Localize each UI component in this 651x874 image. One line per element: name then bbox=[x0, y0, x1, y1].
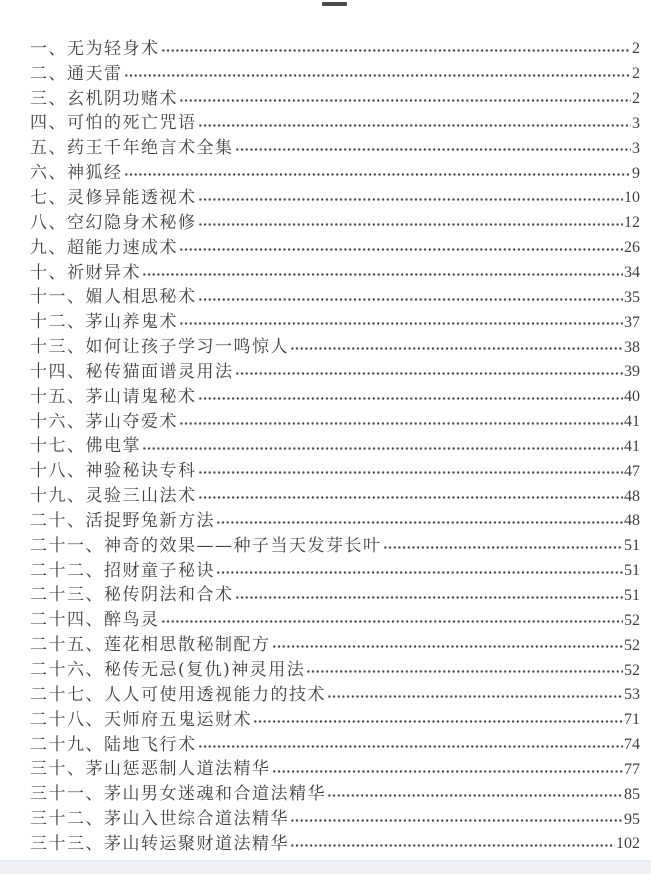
toc-entry-page-number: 26 bbox=[624, 239, 640, 257]
toc-entry bbox=[30, 658, 640, 683]
toc-entry-title: 二十六、秘传无忌(复仇)神灵用法 bbox=[30, 660, 306, 681]
toc-entry bbox=[30, 385, 640, 410]
toc-entry-page-number: 34 bbox=[624, 264, 640, 282]
toc-entry-page-number: 51 bbox=[624, 537, 640, 555]
dot-leader bbox=[198, 285, 624, 310]
toc-entry bbox=[30, 708, 640, 733]
toc-entry bbox=[30, 161, 640, 186]
toc-entry-title: 十四、秘传猫面谱灵用法 bbox=[30, 361, 234, 382]
toc-entry-page-number: 2 bbox=[632, 40, 640, 58]
toc-entry-title: 二十九、陆地飞行术 bbox=[30, 734, 197, 755]
toc-entry-title: 三十三、茅山转运聚财道法精华 bbox=[30, 833, 289, 854]
toc-entry bbox=[30, 310, 640, 335]
dot-leader bbox=[179, 310, 623, 335]
toc-entry-title: 二十一、神奇的效果——种子当天发芽长叶 bbox=[30, 535, 382, 556]
toc-entry-page-number: 10 bbox=[624, 189, 640, 207]
toc-entry-page-number: 95 bbox=[624, 810, 640, 828]
page-top-dash-mark bbox=[322, 2, 347, 6]
toc-entry-title: 十五、茅山请鬼秘术 bbox=[30, 386, 197, 407]
toc-entry bbox=[30, 683, 640, 708]
dot-leader bbox=[161, 608, 624, 633]
toc-entry-title: 三十、茅山惩恶制人道法精华 bbox=[30, 759, 271, 780]
toc-entry bbox=[30, 186, 640, 211]
toc-entry bbox=[30, 112, 640, 137]
toc-entry-page-number: 71 bbox=[624, 711, 640, 729]
toc-entry bbox=[30, 285, 640, 310]
toc-entry-title: 十七、佛电掌 bbox=[30, 436, 141, 457]
toc-entry-title: 三十二、茅山入世综合道法精华 bbox=[30, 809, 289, 830]
toc-entry bbox=[30, 211, 640, 236]
toc-entry bbox=[30, 509, 640, 534]
toc-entry bbox=[30, 62, 640, 87]
toc-entry-page-number: 48 bbox=[624, 487, 640, 505]
dot-leader bbox=[235, 360, 624, 385]
dot-leader bbox=[290, 832, 615, 857]
dot-leader bbox=[198, 186, 624, 211]
toc-entry-title: 十九、灵验三山法术 bbox=[30, 486, 197, 507]
toc-entry-title: 二十八、天师府五鬼运财术 bbox=[30, 709, 252, 730]
dot-leader bbox=[272, 757, 624, 782]
toc-entry-title: 十、祈财异术 bbox=[30, 262, 141, 283]
dot-leader bbox=[142, 435, 623, 460]
dot-leader bbox=[161, 37, 632, 62]
toc-entry-title: 二十二、招财童子秘诀 bbox=[30, 560, 215, 581]
toc-entry bbox=[30, 782, 640, 807]
toc-entry-page-number: 37 bbox=[624, 313, 640, 331]
toc-entry-title: 十八、神验秘诀专科 bbox=[30, 461, 197, 482]
toc-entry-page-number: 47 bbox=[624, 462, 640, 480]
dot-leader bbox=[124, 62, 632, 87]
toc-entry bbox=[30, 608, 640, 633]
toc-entry bbox=[30, 757, 640, 782]
toc-entry-page-number: 52 bbox=[624, 636, 640, 654]
toc-entry bbox=[30, 261, 640, 286]
toc-entry bbox=[30, 87, 640, 112]
toc-entry-page-number: 85 bbox=[624, 785, 640, 803]
dot-leader bbox=[272, 633, 624, 658]
toc-entry bbox=[30, 410, 640, 435]
toc-entry-page-number: 102 bbox=[616, 835, 640, 853]
toc-entry-title: 七、灵修异能透视术 bbox=[30, 187, 197, 208]
toc-entry-title: 五、药王千年绝言术全集 bbox=[30, 138, 234, 159]
toc-entry bbox=[30, 459, 640, 484]
toc-entry bbox=[30, 435, 640, 460]
toc-entry-title: 二十、活捉野兔新方法 bbox=[30, 510, 215, 531]
toc-entry-title: 六、神狐经 bbox=[30, 163, 123, 184]
toc-entry-page-number: 40 bbox=[624, 388, 640, 406]
toc-entry-page-number: 2 bbox=[632, 90, 640, 108]
toc-entry bbox=[30, 584, 640, 609]
toc-entry-title: 四、可怕的死亡咒语 bbox=[30, 113, 197, 134]
dot-leader bbox=[306, 658, 623, 683]
dot-leader bbox=[198, 385, 624, 410]
dot-leader bbox=[198, 484, 624, 509]
dot-leader bbox=[179, 87, 631, 112]
dot-leader bbox=[235, 136, 632, 161]
toc-entry-title: 十三、如何让孩子学习一鸣惊人 bbox=[30, 337, 289, 358]
toc-entry-title: 三、玄机阴功赌术 bbox=[30, 88, 178, 109]
dot-leader bbox=[198, 459, 624, 484]
dot-leader bbox=[198, 112, 632, 137]
toc-entry bbox=[30, 807, 640, 832]
toc-entry-title: 二十七、人人可使用透视能力的技术 bbox=[30, 684, 326, 705]
toc-entry bbox=[30, 136, 640, 161]
toc-entry bbox=[30, 559, 640, 584]
toc-entry-page-number: 52 bbox=[624, 661, 640, 679]
toc-entry-page-number: 39 bbox=[624, 363, 640, 381]
toc-entry bbox=[30, 37, 640, 62]
toc-entry-title: 十一、媚人相思秘术 bbox=[30, 287, 197, 308]
toc-entry-title: 十六、茅山夺爱术 bbox=[30, 411, 178, 432]
dot-leader bbox=[327, 782, 623, 807]
dot-leader bbox=[216, 559, 623, 584]
toc-entry-title: 十二、茅山养鬼术 bbox=[30, 312, 178, 333]
dot-leader bbox=[327, 683, 623, 708]
toc-entry-page-number: 41 bbox=[624, 437, 640, 455]
toc-entry-page-number: 48 bbox=[624, 512, 640, 530]
dot-leader bbox=[290, 335, 623, 360]
toc-list bbox=[30, 37, 640, 857]
dot-leader bbox=[216, 509, 623, 534]
dot-leader bbox=[179, 410, 623, 435]
dot-leader bbox=[198, 733, 624, 758]
dot-leader bbox=[235, 584, 624, 609]
toc-entry-title: 二十三、秘传阴法和合术 bbox=[30, 585, 234, 606]
toc-entry-page-number: 38 bbox=[624, 338, 640, 356]
toc-entry bbox=[30, 360, 640, 385]
toc-entry-title: 三十一、茅山男女迷魂和合道法精华 bbox=[30, 784, 326, 805]
toc-entry-page-number: 9 bbox=[632, 164, 640, 182]
toc-entry-page-number: 51 bbox=[624, 586, 640, 604]
toc-entry-page-number: 74 bbox=[624, 736, 640, 754]
toc-entry-title: 八、空幻隐身术秘修 bbox=[30, 212, 197, 233]
toc-entry-page-number: 77 bbox=[624, 760, 640, 778]
toc-entry-title: 二十五、莲花相思散秘制配方 bbox=[30, 635, 271, 656]
toc-entry-page-number: 51 bbox=[624, 562, 640, 580]
toc-entry bbox=[30, 335, 640, 360]
toc-entry bbox=[30, 236, 640, 261]
toc-entry-page-number: 53 bbox=[624, 686, 640, 704]
toc-entry-title: 一、无为轻身术 bbox=[30, 38, 160, 59]
toc-entry-page-number: 3 bbox=[632, 139, 640, 157]
toc-entry bbox=[30, 633, 640, 658]
toc-entry-title: 二十四、醉鸟灵 bbox=[30, 610, 160, 631]
toc-entry-title: 九、超能力速成术 bbox=[30, 237, 178, 258]
dot-leader bbox=[198, 211, 624, 236]
toc-entry bbox=[30, 832, 640, 857]
toc-entry bbox=[30, 534, 640, 559]
toc-entry-page-number: 35 bbox=[624, 288, 640, 306]
toc-entry-page-number: 3 bbox=[632, 114, 640, 132]
dot-leader bbox=[253, 708, 623, 733]
toc-entry-page-number: 12 bbox=[624, 214, 640, 232]
dot-leader bbox=[383, 534, 624, 559]
dot-leader bbox=[179, 236, 623, 261]
toc-entry-page-number: 2 bbox=[632, 65, 640, 83]
dot-leader bbox=[290, 807, 623, 832]
toc-entry-page-number: 41 bbox=[624, 413, 640, 431]
toc-entry bbox=[30, 733, 640, 758]
toc-entry-title: 二、通天雷 bbox=[30, 63, 123, 84]
footer-strip bbox=[0, 860, 651, 874]
toc-entry bbox=[30, 484, 640, 509]
toc-entry-page-number: 52 bbox=[624, 611, 640, 629]
dot-leader bbox=[124, 161, 632, 186]
dot-leader bbox=[142, 261, 623, 286]
